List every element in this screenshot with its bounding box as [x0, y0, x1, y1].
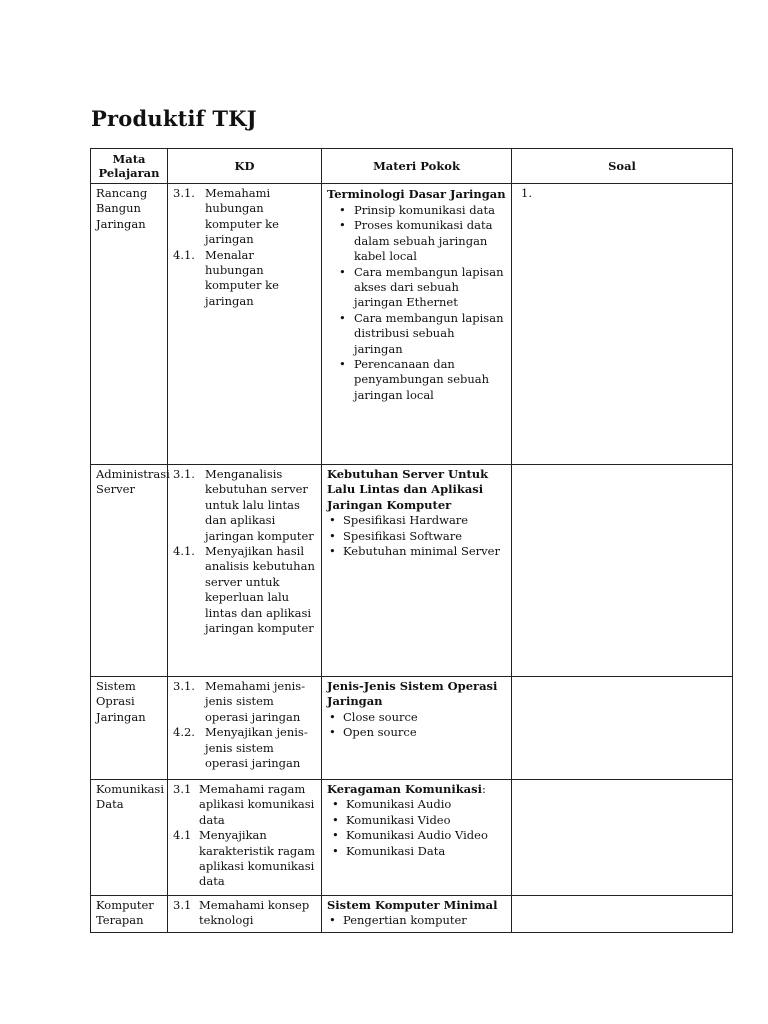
kd-number: 3.1.: [173, 186, 195, 200]
list-item: • Cara membangun lapisan distribusi sebuah jaringan: [327, 311, 506, 357]
table-header-row: [91, 149, 733, 184]
materi-cell: [322, 677, 512, 780]
materi-topic: Keragaman Komunikasi: [327, 782, 482, 796]
materi-topic: Kebutuhan Server Untuk Lalu Lintas dan Aplikasi Jaringan Komputer: [327, 467, 489, 512]
kd-cell: [168, 896, 322, 933]
materi-list: [327, 797, 506, 859]
kd-number: 4.1: [173, 828, 192, 843]
list-item: • Spesifikasi Hardware: [327, 513, 506, 528]
table-row: [91, 896, 733, 933]
list-item: • Prinsip komunikasi data: [327, 203, 506, 218]
list-item: • Spesifikasi Software: [327, 529, 506, 544]
list-item: • Cara membangun lapisan akses dari sebuah jaringan Ethernet: [327, 265, 506, 311]
materi-cell: [322, 465, 512, 677]
soal-cell: [512, 677, 733, 780]
kd-text: Memahami hubungan komputer ke jaringan: [205, 186, 279, 247]
header-mapel: Mata Pelajaran: [91, 149, 168, 184]
kd-item: [173, 544, 316, 636]
materi-topic-suffix: :: [481, 782, 486, 796]
kd-number: 4.1.: [173, 544, 195, 559]
list-item: • Perencanaan dan penyambungan sebuah jaringan local: [327, 357, 506, 403]
materi-topic: Terminologi Dasar Jaringan: [327, 187, 506, 201]
kd-item: [173, 248, 316, 310]
materi-list: [327, 710, 506, 741]
header-kd: KD: [168, 149, 322, 184]
list-item: • Komunikasi Audio Video: [327, 828, 506, 843]
kd-text: Menganalisis kebutuhan server untuk lalu lintas dan aplikasi jaringan komputer: [205, 467, 314, 543]
materi-topic-line: [327, 782, 506, 797]
list-item: • Pengertian komputer: [327, 913, 506, 928]
table-row: [91, 677, 733, 780]
mapel-cell: Administrasi Server: [91, 465, 168, 677]
materi-list: [327, 203, 506, 403]
header-soal: Soal: [512, 149, 733, 184]
mapel-cell: Komunikasi Data: [91, 780, 168, 896]
curriculum-table: [90, 148, 733, 933]
kd-cell: [168, 780, 322, 896]
list-item: • Proses komunikasi data dalam sebuah jaringan kabel local: [327, 218, 506, 264]
kd-number: 3.1: [173, 782, 192, 796]
mapel-cell: Rancang Bangun Jaringan: [91, 184, 168, 465]
list-item: • Kebutuhan minimal Server: [327, 544, 506, 559]
kd-cell: [168, 677, 322, 780]
kd-number: 4.2.: [173, 725, 195, 740]
materi-topic: Sistem Komputer Minimal: [327, 898, 498, 912]
kd-number: 3.1.: [173, 679, 195, 693]
mapel-cell: Komputer Terapan: [91, 896, 168, 933]
page-title: Produktif TKJ: [91, 106, 257, 131]
list-item: • Komunikasi Audio: [327, 797, 506, 812]
kd-number: 4.1.: [173, 247, 195, 262]
materi-list: [327, 513, 506, 559]
kd-number: 3.1: [173, 898, 192, 912]
kd-item: [173, 898, 316, 929]
kd-item: [173, 186, 316, 248]
mapel-cell: Sistem Oprasi Jaringan: [91, 677, 168, 780]
kd-cell: [168, 465, 322, 677]
materi-cell: [322, 184, 512, 465]
soal-cell: [512, 465, 733, 677]
kd-item: [173, 828, 316, 890]
kd-text: Memahami konsep teknologi: [199, 898, 310, 928]
header-materi: Materi Pokok: [322, 149, 512, 184]
kd-item: [173, 782, 316, 828]
list-item: • Komunikasi Video: [327, 813, 506, 828]
soal-cell: [512, 780, 733, 896]
kd-text: Memahami jenis-jenis sistem operasi jaringan: [205, 679, 306, 724]
kd-text: Menalar hubungan komputer ke jaringan: [205, 247, 279, 308]
kd-cell: [168, 184, 322, 465]
list-item: • Open source: [327, 725, 506, 740]
kd-item: [173, 467, 316, 544]
materi-list: [327, 913, 506, 928]
kd-text: Menyajikan hasil analisis kebutuhan server untuk keperluan lalu lintas dan aplikasi jaringan komputer: [205, 544, 315, 636]
table-row: [91, 780, 733, 896]
soal-cell: [512, 184, 733, 465]
kd-number: 3.1.: [173, 467, 195, 481]
list-item: • Close source: [327, 710, 506, 725]
materi-cell: [322, 780, 512, 896]
kd-text: Menyajikan karakteristik ragam aplikasi komunikasi data: [199, 828, 316, 889]
list-item: • Komunikasi Data: [327, 844, 506, 859]
table-row: [91, 184, 733, 465]
kd-text: Menyajikan jenis-jenis sistem operasi jaringan: [205, 725, 308, 771]
kd-text: Memahami ragam aplikasi komunikasi data: [199, 782, 315, 827]
materi-topic: Jenis-Jenis Sistem Operasi Jaringan: [327, 679, 498, 709]
kd-item: [173, 679, 316, 725]
soal-cell: [512, 896, 733, 933]
table-row: [91, 465, 733, 677]
kd-item: [173, 725, 316, 771]
soal-number: 1.: [521, 186, 532, 200]
materi-cell: [322, 896, 512, 933]
